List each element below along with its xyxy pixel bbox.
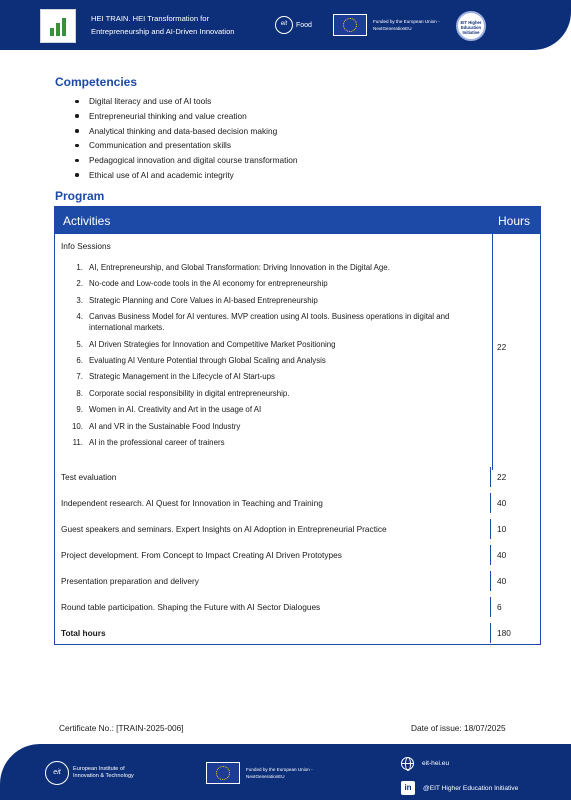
competency-item: Pedagogical innovation and digital course transformation xyxy=(74,153,297,168)
session-text: Canvas Business Model for AI ventures. MVP creation using AI tools. Business operations in digital and international markets. xyxy=(89,312,450,333)
session-item xyxy=(71,295,491,306)
eit-food-logo xyxy=(275,16,312,34)
footer-eu-line1: Funded by the European Union - xyxy=(246,767,313,772)
eu-flag-icon xyxy=(333,14,367,36)
activity-name: Test evaluation xyxy=(61,472,117,482)
session-item xyxy=(71,371,491,382)
row-divider xyxy=(490,519,491,539)
eit-institute-line1: European Institute of xyxy=(73,766,125,772)
session-number: 6. xyxy=(76,355,83,365)
activity-hours: 40 xyxy=(497,550,507,560)
session-item xyxy=(71,339,491,350)
eit-food-label: Food xyxy=(296,21,312,29)
row-divider xyxy=(490,545,491,565)
issue-date: Date of issue: 18/07/2025 xyxy=(411,723,506,733)
competency-item: Ethical use of AI and academic integrity xyxy=(74,168,297,183)
total-hours: 180 xyxy=(497,628,511,638)
eu-funding-line1: Funded by the European Union - xyxy=(373,19,440,24)
table-row xyxy=(55,571,540,591)
session-item xyxy=(71,437,491,448)
row-divider xyxy=(490,467,491,487)
eu-funding-logo xyxy=(333,14,453,36)
session-text: Strategic Planning and Core Values in AI-based Entrepreneurship xyxy=(89,295,318,305)
eit-logo-icon: eit xyxy=(45,761,69,785)
program-title: Program xyxy=(55,189,105,203)
session-text: Corporate social responsibility in digital entrepreneurship. xyxy=(89,388,290,398)
competencies-title: Competencies xyxy=(55,75,138,89)
activity-name: Project development. From Concept to Impact Creating AI Driven Prototypes xyxy=(61,550,342,560)
activity-hours: 22 xyxy=(497,472,507,482)
total-row xyxy=(55,623,540,643)
linkedin-text[interactable]: @EIT Higher Education Initiative xyxy=(423,784,519,792)
session-number: 7. xyxy=(76,372,83,382)
certificate-number: Certificate No.: [TRAIN-2025-006] xyxy=(59,723,184,733)
activity-hours: 6 xyxy=(497,602,502,612)
info-sessions-hours: 22 xyxy=(497,342,507,352)
header-title-line2: Entrepreneurship and AI-Driven Innovation xyxy=(91,27,235,36)
activity-name: Independent research. AI Quest for Innovation in Teaching and Training xyxy=(61,498,323,508)
session-item xyxy=(71,311,491,333)
session-item xyxy=(71,388,491,399)
competency-item: Analytical thinking and data-based decision making xyxy=(74,124,297,139)
activity-name: Round table participation. Shaping the Future with AI Sector Dialogues xyxy=(61,602,321,612)
session-number: 2. xyxy=(76,279,83,289)
session-item xyxy=(71,262,491,273)
session-number: 4. xyxy=(76,312,83,322)
column-header-activities: Activities xyxy=(63,214,111,228)
session-text: Strategic Management in the Lifecycle of AI Start-ups xyxy=(89,372,275,382)
row-divider xyxy=(490,571,491,591)
footer-eu-funding-logo xyxy=(206,762,326,784)
session-text: AI in the professional career of trainers xyxy=(89,437,225,447)
table-header xyxy=(55,207,540,234)
linkedin-link[interactable] xyxy=(401,781,518,795)
row-divider xyxy=(490,493,491,513)
hei-train-logo xyxy=(40,9,76,43)
footer-eu-line2: NextGenerationEU xyxy=(246,774,285,779)
session-number: 11. xyxy=(72,437,83,447)
column-divider xyxy=(492,234,493,470)
column-header-hours: Hours xyxy=(498,214,531,228)
info-sessions-title: Info Sessions xyxy=(61,241,111,251)
table-row xyxy=(55,493,540,513)
session-text: AI Driven Strategies for Innovation and Competitive Market Positioning xyxy=(89,339,336,349)
session-text: AI and VR in the Sustainable Food Industry xyxy=(89,421,241,431)
activity-name: Presentation preparation and delivery xyxy=(61,576,199,586)
session-number: 1. xyxy=(76,263,83,272)
session-item xyxy=(71,355,491,366)
session-item xyxy=(71,421,491,432)
page-footer xyxy=(0,744,571,800)
row-divider xyxy=(490,597,491,617)
globe-icon xyxy=(401,757,414,770)
session-number: 10. xyxy=(72,421,83,431)
session-number: 8. xyxy=(76,388,83,398)
program-table xyxy=(54,206,541,645)
linkedin-icon: in xyxy=(401,781,415,795)
session-text: AI, Entrepreneurship, and Global Transformation: Driving Innovation in the Digital Age. xyxy=(89,263,390,272)
table-row xyxy=(55,545,540,565)
total-label: Total hours xyxy=(61,628,106,638)
activity-hours: 40 xyxy=(497,498,507,508)
header-title-line1: HEI TRAIN. HEI Transformation for xyxy=(91,14,210,23)
eit-institute-logo xyxy=(45,761,143,785)
table-row xyxy=(55,519,540,539)
competency-item: Entrepreneurial thinking and value creation xyxy=(74,109,297,124)
activity-name: Guest speakers and seminars. Expert Insights on AI Adoption in Entrepreneurial Practice xyxy=(61,524,387,534)
header-title xyxy=(91,12,271,38)
website-link[interactable] xyxy=(401,757,449,770)
website-text[interactable]: eit-hei.eu xyxy=(422,760,450,767)
competencies-list xyxy=(74,94,297,183)
session-text: Women in AI. Creativity and Art in the usage of AI xyxy=(89,405,262,415)
eu-funding-line2: NextGenerationEU xyxy=(373,26,412,31)
session-text: No-code and Low-code tools in the AI economy for entrepreneurship xyxy=(89,279,328,289)
eu-flag-icon xyxy=(206,762,240,784)
session-item xyxy=(71,278,491,289)
activity-hours: 40 xyxy=(497,576,507,586)
page-header xyxy=(0,0,571,50)
activity-hours: 10 xyxy=(497,524,507,534)
eit-institute-line2: Innovation & Technology xyxy=(73,773,134,779)
competency-item: Digital literacy and use of AI tools xyxy=(74,94,297,109)
session-number: 9. xyxy=(76,405,83,415)
session-item xyxy=(71,404,491,415)
eit-hei-badge: EIT Higher Education Initiative xyxy=(456,11,486,41)
session-number: 3. xyxy=(76,295,83,305)
session-text: Evaluating AI Venture Potential through Global Scaling and Analysis xyxy=(89,355,326,365)
table-row xyxy=(55,597,540,617)
info-sessions-list xyxy=(71,262,491,453)
eit-logo-icon: eit xyxy=(275,16,293,34)
competency-item: Communication and presentation skills xyxy=(74,138,297,153)
session-number: 5. xyxy=(76,339,83,349)
table-row xyxy=(55,467,540,487)
